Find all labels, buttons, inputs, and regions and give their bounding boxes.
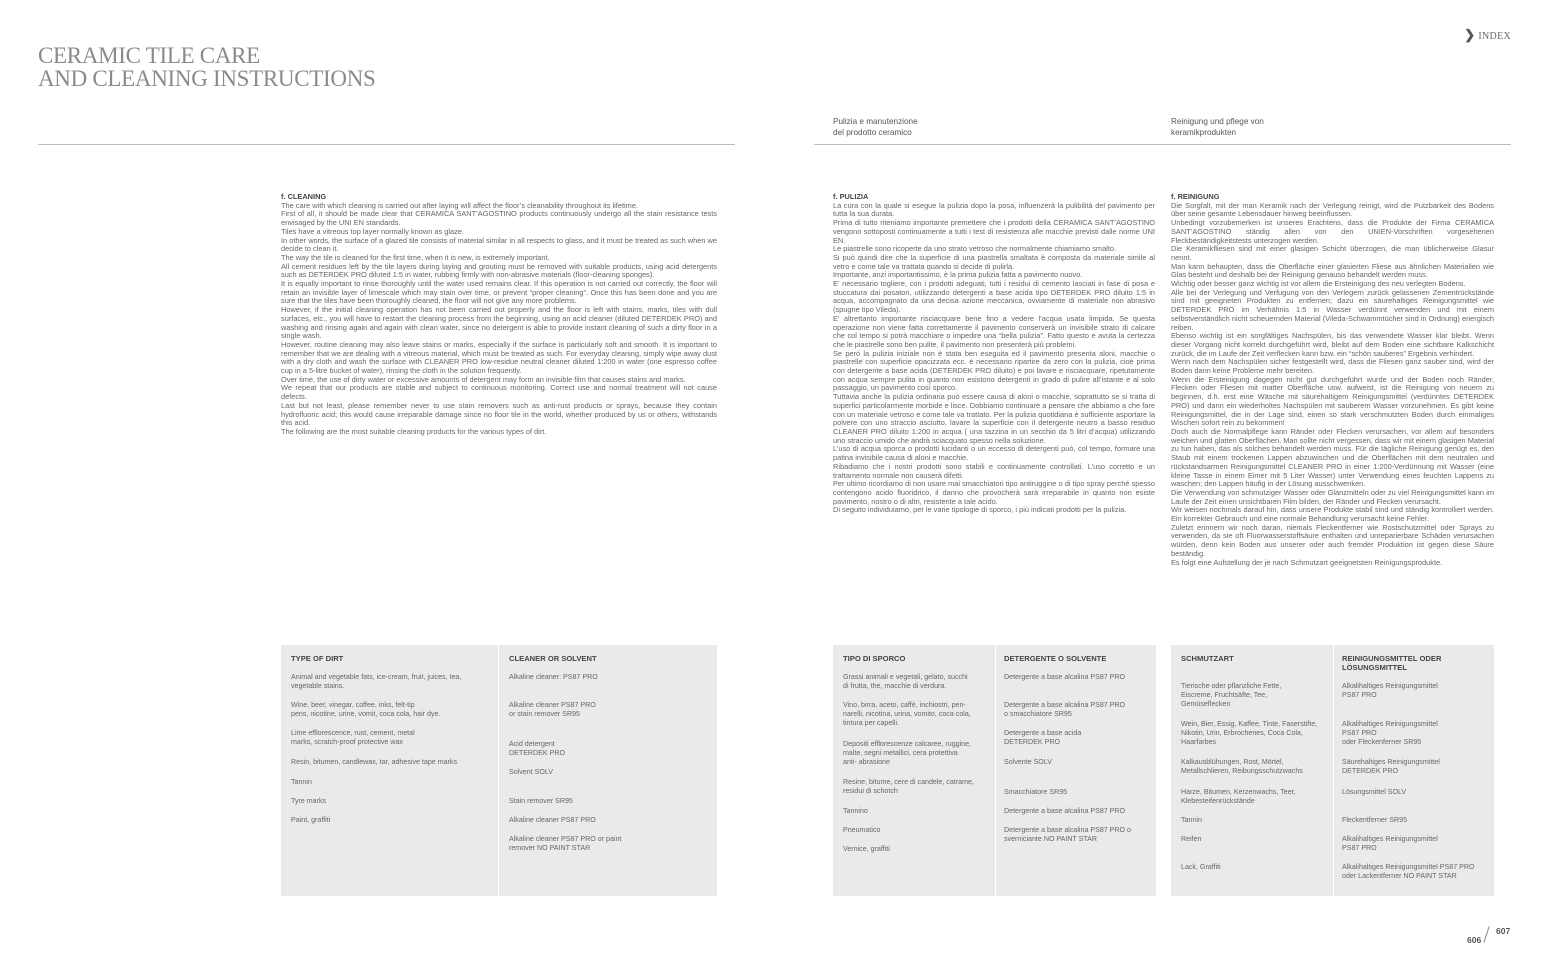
table-cell-cleaner: Alkalihaltiges Reinigungsmittel PS87 PRO	[1342, 835, 1438, 852]
table-cell-cleaner: Alkaline cleaner PS87 PRO	[509, 816, 596, 824]
page-number-separator	[1483, 926, 1489, 942]
table-cell-dirt: Lime efflorescence, rust, cement, metal marks, scratch-proof protective wax	[291, 729, 415, 746]
paragraph: Es folgt eine Aufstellung der je nach Schmutzart geeignetsten Reinigungsprodukte.	[1171, 557, 1443, 567]
paragraph: Le piastrelle sono ricoperte da uno strato vetroso che normalmente chiamiamo smalto.	[833, 244, 1117, 254]
subhead-it-line-1: Pulizia e manutenzione	[833, 117, 918, 126]
page-number-left: 606	[1467, 935, 1482, 945]
italian-cleaning-table	[833, 645, 1156, 896]
table-header-cleaner: CLEANER OR SOLVENT	[509, 654, 597, 663]
table-column-divider	[995, 645, 996, 896]
paragraph: Wenn die Ersteinigung dagegen nicht gut durchgeführt wurde und der Boden noch Ränder, Flecken oder Fliesen mit matter Oberfläche usw. aufweist, ist die Reinigung von neuem zu beginnen, d.h. erst eine Wäsche mit säurehaltigem Reinigungsmittel (verdünntes DETERDEK PRO) und dann ein wiederholtes Nachspülen mit sauberem Wasser vorzunehmen. Es gibt keine Reinigungsmittel, die in der Lage sind, einen so stark verschmutzten Boden durch einmaliges Wischen sofort rein zu bekommen!	[1171, 374, 1494, 428]
paragraph: Si può quindi dire che la superficie di una piastrella smaltata è composta da materiale simile al vetro e come tale va trattata quando si decide di pulirla.	[833, 252, 1155, 271]
table-cell-dirt: Lack, Graffiti	[1181, 863, 1221, 871]
table-cell-cleaner: Fleckentferner SR95	[1342, 816, 1408, 824]
page-title	[38, 44, 376, 90]
table-cell-dirt: Kalkausblühungen, Rost, Mörtel, Metallschlieren, Reibungsschutzwachs	[1181, 758, 1303, 775]
page-number-right: 607	[1496, 926, 1511, 936]
paragraph: Tiles have a vitreous top layer normally known as glaze.	[281, 226, 464, 236]
paragraph: Prima di tutto riteniamo importante premettere che i prodotti della CERAMICA SANT’AGOSTINO vengono sottoposti continuamente a tutti i test di resistenza alle macchie previsti dalle norme UNI EN.	[833, 218, 1155, 245]
english-text-column	[281, 193, 717, 437]
paragraph: We repeat that our products are stable and subject to continuous monitoring. Correct use and normal treatment will not cause defects.	[281, 383, 717, 402]
paragraph: E’ altrettanto importante risciacquare bene fino a vedere l’acqua usata limpida. Se questa operazione non viene fatta correttamente il pavimento conserverà un invisibile strato di calcare che col tempo si potrà macchiare o impedire una “bella pulizia”. Fatto questo e avuta la certezza che le piastrelle sono ben pulite, il pavimento non presenterà più problemi.	[833, 313, 1155, 349]
italian-heading: f. PULIZIA	[833, 192, 869, 201]
table-cell-dirt: Vino, birra, aceto, caffè, inchiostri, pen- narelli, nicotina, urina, vomito, coca cola, tintura per capelli.	[843, 701, 971, 727]
paragraph: Doch auch die Normalpflege kann Ränder oder Flecken verursachen, vor allem auf besonders weichen und glatten Oberflächen. Man sollte nicht vergessen, dass wir mit einem glasigen Material zu tun haben, das als solches behandelt werden muss. Für die tägliche Reinigung genügt es, den Staub mit einem trockenen Lappen abzuwischen und die Oberflächen mit dem neutralen und rückstandsarmen Reinigungsmittel CLEANER PRO in einer 1:200-Verdünnung mit Wasser (eine kleine Tasse in einem Eimer mit 5 Liter Wasser) unter Verwendung eines feuchten Lappens zu waschen; den Lappen häufig in der Lösung ausschwenken.	[1171, 426, 1494, 489]
table-cell-cleaner: Detergente a base alcalina PS87 PRO	[1004, 807, 1126, 815]
paragraph: Zuletzt erinnern wir noch daran, niemals Fleckentferner wie Rostschutzmittel oder Sprays zu verwenden, da sie oft Fluorwasserstoffsäure enthalten und unreparierbare Schäden verursachen würden, denn kein Boden aus unserer oder auch fremder Produktion ist gegen diese Säure beständig.	[1171, 522, 1494, 558]
paragraph: Ribadiamo che i nostri prodotti sono stabili e continuamente controllati. L’uso corretto e un trattamento normale non causerà difetti.	[833, 461, 1155, 480]
subhead-german	[1171, 117, 1264, 138]
paragraph: Die Sorgfalt, mit der man Keramik nach der Verlegung reinigt, wird die Putzbarkeit des Bodens über seine gesamte Lebensdauer hinweg beeinflussen.	[1171, 200, 1494, 219]
table-cell-cleaner: Alkalihaltiges Reinigungsmittel PS87 PRO	[1342, 682, 1438, 699]
table-cell-cleaner: Alkalihaltiges Reinigungsmittel PS87 PRO oder Lackentferner NO PAINT STAR	[1342, 863, 1475, 880]
german-text-column	[1171, 193, 1494, 567]
table-cell-dirt: Resin, bitumen, candlewax, tar, adhesive tape marks	[291, 758, 457, 766]
table-cell-dirt: Harze, Bitumen, Kerzenwachs, Teer, Klebesteifenrückstände	[1181, 788, 1296, 805]
german-heading: f. REINIGUNG	[1171, 192, 1220, 201]
paragraph: Wichtig oder besser ganz wichtig ist vor allem die Ersteinigung des neu verlegten Bodens.	[1171, 279, 1466, 289]
paragraph: Ebenso wichtig ist ein sorgfältiges Nachspülen, bis das verwendete Wasser klar bleibt. Wenn dieser Vorgang nicht korrekt durchgeführt wird, bleibt auf dem Boden eine sichtbare Kalkschicht zurück, die im Laufe der Zeit verflecken kann bzw. ein “schön sauberes” Ergebnis verhindert.	[1171, 331, 1494, 358]
paragraph: Die Verwendung von schmutziger Wasser oder Glanzmitteln oder zu viel Reinigungsmittel kann im Laufe der Zeit einen unsichtbaren Film bilden, der Ränder und Flecken verursacht.	[1171, 487, 1494, 506]
index-mark-icon: ❯	[1464, 27, 1476, 42]
paragraph: In other words, the surface of a glazed tile consists of material similar in all respects to glass, and it must be treated as such when we decide to clean it.	[281, 235, 717, 254]
table-cell-dirt: Paint, graffiti	[291, 816, 331, 824]
table-cell-cleaner: Detergente a base alcalina PS87 PRO o smacchiatore SR95	[1004, 701, 1126, 718]
table-cell-cleaner: Smacchiatore SR95	[1004, 788, 1068, 796]
paragraph: However, routine cleaning may also leave stains or marks, especially if the surface is particularly soft and smooth. It is important to remember that we are dealing with a vitreous material, which must be treated as such. For everyday cleaning, simply wipe away dust with a dry cloth and wash the surface with CLEANER PRO low-residue neutral cleaner diluted 1:200 in water (one espresso coffee cup in a 5-litre bucket of water), rinsing the cloth in the solution frequently.	[281, 339, 717, 376]
table-cell-dirt: Tierische oder pflanzliche Fette, Eiscreme, Fruchtsäfte, Tee, Gemüseflecken	[1181, 682, 1282, 708]
table-cell-cleaner: Detergente a base alcalina PS87 PRO o sverniciante NO PAINT STAR	[1004, 826, 1131, 843]
italian-text-column	[833, 193, 1155, 515]
paragraph: Over time, the use of dirty water or excessive amounts of detergent may form an invisible film that causes stains and marks.	[281, 374, 686, 384]
table-cell-cleaner: Detergente a base acida DETERDEK PRO	[1004, 729, 1082, 746]
subhead-de-line-1: Reinigung und pflege von	[1171, 117, 1264, 126]
table-cell-cleaner: Solvent SOLV	[509, 768, 554, 776]
paragraph: However, if the initial cleaning operation has not been carried out properly and the floor is left with stains, marks, tiles with dull surfaces, etc., you will have to restart the cleaning process from the beginning, using an acid cleaner (diluted DETERDEK PRO) and washing and rinsing again and again with clean water, since no detergent is able to provide instant cleaning of such a dirty floor in a single wash.	[281, 305, 717, 341]
table-cell-cleaner: Alkaline cleaner: PS87 PRO	[509, 673, 598, 681]
paragraph: Wenn nach dem Nachspülen sicher festgestellt wird, dass die Fliesen ganz sauber sind, wird der Boden dann keine Probleme mehr bereiten.	[1171, 357, 1494, 376]
table-cell-dirt: Animal and vegetable fats, ice-cream, fruit, juices, tea, vegetable stains.	[291, 673, 462, 690]
index-label: INDEX	[1478, 31, 1511, 42]
paragraph: La cura con la quale si esegue la pulizia dopo la posa, influenzerà la pulibilità del pavimento per tutta la sua durata.	[833, 200, 1155, 219]
title-line-2: AND CLEANING INSTRUCTIONS	[38, 66, 376, 91]
paragraph: Di seguito individuiamo, per le varie tipologie di sporco, i più indicati prodotti per la pulizia.	[833, 505, 1127, 515]
paragraph: L’uso di acqua sporca o prodotti lucidanti o un eccesso di detergenti può, col tempo, formare una patina invisibile causa di aloni e macchie.	[833, 444, 1155, 463]
paragraph: Se però la pulizia iniziale non è stata ben eseguita ed il pavimento presenta aloni, macchie o piastrelle con superficie opacizzata ecc. è necessario ripartire da zero con la pulizia, cioè prima con detergente a base acida (DETERDEK PRO diluito) e poi lavare e risciacquare, ripetutamente con acqua sempre pulita in quanto non esistono detergenti in grado di pulire all’istante e al solo passaggio, un pavimento così sporco.	[833, 348, 1155, 393]
table-cell-dirt: Tannin	[291, 778, 312, 786]
table-cell-cleaner: Stain remover SR95	[509, 797, 573, 805]
table-header-dirt: TIPO DI SPORCO	[843, 654, 906, 663]
paragraph: Wir weisen nochmals darauf hin, dass unsere Produkte stabil sind und ständig kontrolliert werden. Ein korrekter Gebrauch und eine normale Behandlung verursacht keine Fehler.	[1171, 505, 1494, 524]
table-header-dirt: TYPE OF DIRT	[291, 654, 344, 663]
table-cell-dirt: Grassi animali e vegetali, gelato, succhi di frutta, the, macchie di verdura.	[843, 673, 968, 690]
paragraph: The care with which cleaning is carried out after laying will affect the floor’s cleanability throughout its lifetime.	[281, 200, 638, 210]
table-cell-cleaner: Alkalihaltiges Reinigungsmittel PS87 PRO oder Fleckenferner SR95	[1342, 720, 1438, 746]
paragraph: The way the tile is cleaned for the first time, when it is new, is extremely important.	[281, 252, 550, 262]
table-cell-dirt: Wein, Bier, Essig, Kaffee, Tinte, Faserstifte, Nikotin, Urin, Erbrochenes, Coca Cola, Haarfarbes	[1181, 720, 1318, 746]
table-cell-cleaner: Solvente SOLV	[1004, 758, 1052, 766]
subhead-it-line-2: del prodotto ceramico	[833, 127, 912, 137]
table-column-divider	[498, 645, 499, 896]
table-cell-cleaner: Alkaline cleaner PS87 PRO or stain remover SR95	[509, 701, 596, 718]
table-cell-dirt: Depositi efflorescenze calcaree, ruggine, malte, segni metallici, cera protettiva anti- abrasione	[843, 740, 972, 766]
title-line-1: CERAMIC TILE CARE	[38, 43, 260, 68]
table-cell-cleaner: Acid detergent DETERDEK PRO	[509, 740, 565, 757]
paragraph: It is equally important to rinse thoroughly until the water used remains clear. If this operation is not carried out correctly, the floor will retain an invisible layer of limescale which may stain over time, or prevent “proper cleaning”. Once this has been done and you are sure that the tiles have been thoroughly cleaned, the floor will not give any more problems.	[281, 279, 717, 306]
right-divider	[814, 144, 1511, 145]
paragraph: Tuttavia anche la pulizia ordinaria può essere causa di aloni o macchie, soprattutto se si tratta di superfici particolarmente morbide e lisce. Dobbiamo continuare a pensare che abbiamo a che fare con un materiale vetroso e come tale va trattato. Per la pulizia quotidiana è sufficiente asportare la polvere con uno straccio asciutto, lavare la superficie con il detergente neutro a basso residuo CLEANER PRO diluito 1:200 in acqua ( una tazzina in un secchio da 5 litri d’acqua) utilizzando uno straccio umido che andrà sciacquato spesso nella soluzione.	[833, 392, 1155, 445]
paragraph: All cement residues left by the tile layers during laying and grouting must be removed with suitable products, using acid detergents such as DETERDEK PRO diluted 1:5 in water, rubbing firmly with non-abrasive materials (floor-cleaning sponges).	[281, 261, 717, 280]
paragraph: E’ necessario togliere, con i prodotti adeguati, tutti i residui di cemento lasciati in fase di posa e stuccatura dai posatori, utilizzando detergenti a base acida tipo DETERDEK PRO diluito 1:5 in acqua, accompagnato da una decisa azione meccanica, ovviamente di materiale non abrasivo (spugne tipo Vileda).	[833, 279, 1155, 315]
table-cell-cleaner: Alkaline cleaner PS87 PRO or paint remover NO PAINT STAR	[509, 835, 622, 852]
table-header-dirt: SCHMUTZART	[1181, 654, 1234, 663]
index-link[interactable]	[1464, 27, 1511, 43]
paragraph: Unbedingt vorzubemerken ist unseres Erachtens, dass die Produkte der Firma CERAMICA SANT’AGOSTINO ständig allen von den UNIEN-Vorschriften vorgesehenen Fleckbeständigkeitstests unterzogen werden.	[1171, 218, 1494, 245]
table-header-cleaner: DETERGENTE O SOLVENTE	[1004, 654, 1107, 663]
paragraph: The following are the most suitable cleaning products for the various types of dirt.	[281, 426, 547, 436]
table-cell-cleaner: Säurehaltiges Reinigungsmittel DETERDEK PRO	[1342, 758, 1440, 775]
table-cell-cleaner: Lösungsmittel SOLV	[1342, 788, 1407, 796]
table-cell-dirt: Pneumatico	[843, 826, 881, 834]
paragraph: Importante, anzi importantissimo, è la prima pulizia fatta a pavimento nuovo.	[833, 270, 1083, 280]
table-column-divider	[1333, 645, 1334, 896]
german-cleaning-table	[1171, 645, 1494, 896]
paragraph: Alle bei der Verlegung und Verfugung von den Verlegern zurück gelassenen Zementrückstände sind mit geeigneten Produkten zu entfernen; dazu ein säurehaltiges Reinigungsmittel wie DETERDEK PRO im Verhältnis 1:5 in Wasser verdünnt verwenden und mit einem selbstverständlich nicht scheuernden Material (Vileda-Schwammtücher sind in Ordnung) energisch reiben.	[1171, 287, 1494, 332]
subhead-italian	[833, 117, 918, 138]
table-cell-dirt: Vernice, graffiti	[843, 845, 890, 853]
paragraph: Per ultimo ricordiamo di non usare mai smacchiatori tipo antiruggine o di tipo spray perché spesso contengono acido fluoridrico, il danno che provocherà sarà irreparabile in quanto non esiste pavimento, nostro o di altri, resistente a tale acido.	[833, 479, 1155, 506]
table-cell-dirt: Tyre marks	[291, 797, 327, 805]
table-cell-dirt: Tannin	[1181, 816, 1202, 824]
table-cell-dirt: Reifen	[1181, 835, 1202, 843]
english-cleaning-table	[281, 645, 717, 896]
table-cell-dirt: Wine, beer, vinegar, coffee, inks, felt-tip pens, nicotine, urine, vomit, coca cola, hair dye.	[291, 701, 441, 718]
table-header-cleaner: REINIGUNGSMITTEL ODER LÖSUNGSMITTEL	[1342, 654, 1442, 672]
paragraph: Last but not least, please remember never to use stain removers such as anti-rust products or sprays, because they contain hydrofluoric acid; this would cause irreparable damage since no floor tile in the world, whether produced by us or others, withstands this acid.	[281, 400, 717, 428]
paragraph: Man kann behaupten, dass die Oberfläche einer glasierten Fliese aus ähnlichen Materialien wie Glas besteht und deshalb bei der Reinigung genauso behandelt werden muss.	[1171, 261, 1494, 280]
subhead-de-line-2: keramikprodukten	[1171, 127, 1237, 137]
table-cell-dirt: Resine, bitume, cere di candele, catrame, residui di schotch	[843, 778, 974, 795]
left-divider	[38, 144, 735, 145]
paragraph: First of all, it should be made clear that CERAMICA SANT’AGOSTINO products continuously undergo all the stain resistance tests envisaged by the UNI EN standards.	[281, 209, 717, 228]
english-heading: f. CLEANING	[281, 192, 327, 201]
table-cell-cleaner: Detergente a base alcalina PS87 PRO	[1004, 673, 1126, 681]
paragraph: Die Keramikfliesen sind mit einer glasigen Schicht überzogen, die man üblicherweise Glasur nennt.	[1171, 244, 1494, 262]
table-cell-dirt: Tannino	[843, 807, 868, 815]
